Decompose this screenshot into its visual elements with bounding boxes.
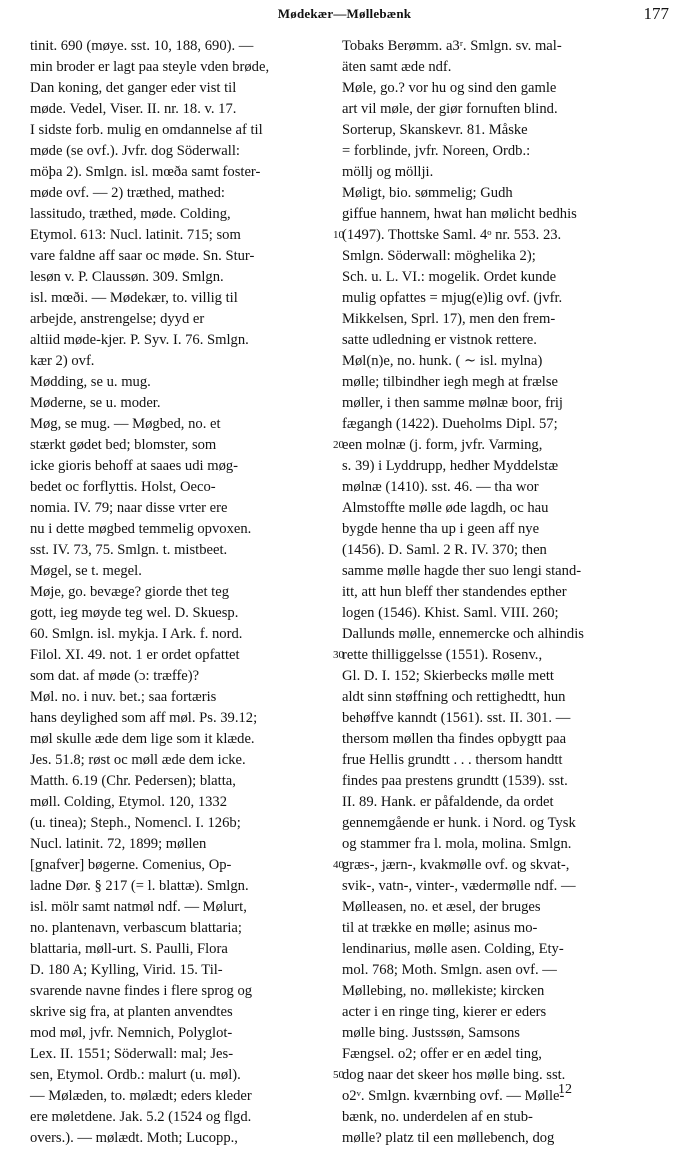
margin-line-number: 40 <box>333 859 344 871</box>
text-line: gennemgående er hunk. i Nord. og Tysk <box>342 815 576 831</box>
margin-line-number: 20 <box>333 439 344 451</box>
text-line: til at trække en mølle; asinus mo- <box>342 920 538 936</box>
text-line: no. plantenavn, verbascum blattaria; <box>30 920 242 936</box>
text-line: Matth. 6.19 (Chr. Pedersen); blatta, <box>30 773 236 789</box>
text-line: skrive sig fra, at planten anvendtes <box>30 1004 233 1020</box>
text-line: Sch. u. L. VI.: mogelik. Ordet kunde <box>342 269 557 285</box>
text-line: ere møletdene. Jak. 5.2 (1524 og flgd. <box>30 1109 252 1125</box>
text-line: mølle bing. Justssøn, Samsons <box>342 1025 520 1041</box>
margin-line-number: 50 <box>333 1069 344 1081</box>
text-line: møde. Vedel, Viser. II. nr. 18. v. 17. <box>30 101 237 117</box>
margin-line-number: 10 <box>333 229 344 241</box>
text-line: Sorterup, Skanskevr. 81. Måske <box>342 122 528 138</box>
text-line: møll. Colding, Etymol. 120, 1332 <box>30 794 228 810</box>
text-line: gott, ieg møyde teg wel. D. Skuesp. <box>30 605 239 621</box>
text-line: ladne Dør. § 217 (= l. blattæ). Smlgn. <box>30 878 249 894</box>
text-line: isl. mœði. — Mødekær, to. villig til <box>30 290 238 306</box>
text-line: vare faldne aff saar oc møde. Sn. Stur- <box>30 248 255 264</box>
text-line: kær 2) ovf. <box>30 353 95 369</box>
text-line: som dat. af møde (ɔ: træffe)? <box>30 668 200 684</box>
text-line: mølle; tilbindher iegh megh at frælse <box>342 374 559 390</box>
text-line: Etymol. 613: Nucl. latinit. 715; som <box>30 227 241 243</box>
header-title: Mødekær—Møllebænk <box>277 6 412 21</box>
text-line: (1456). D. Saml. 2 R. IV. 370; then <box>342 542 547 558</box>
text-line: bedet oc forflyttis. Holst, Oeco- <box>30 479 216 495</box>
text-line: bygde henne tha up i geen aff nye <box>342 521 540 537</box>
text-line: acter i en ringe ting, kierer er eders <box>342 1004 547 1020</box>
text-line: Møg, se mug. — Møgbed, no. et <box>30 416 221 432</box>
text-line: tinit. 690 (møye. sst. 10, 188, 690). — <box>30 38 254 54</box>
text-line: nu i dette møgbed temmelig opvoxen. <box>30 521 252 537</box>
margin-line-number: 30 <box>333 649 344 661</box>
text-line: græs-, jærn-, kvakmølle ovf. og skvat-, <box>342 857 570 873</box>
text-line: Møle, go.? vor hu og sind den gamle <box>342 80 557 96</box>
text-line: Gl. D. I. 152; Skierbecks mølle mett <box>342 668 554 684</box>
running-header <box>0 4 689 26</box>
text-line: svik-, vatn-, vinter-, vædermølle ndf. — <box>342 878 576 894</box>
text-line: thersom møllen tha findes opbygtt paa <box>342 731 567 747</box>
text-line: altiid møde-kjer. P. Syv. I. 76. Smlgn. <box>30 332 249 348</box>
text-line: Møligt, bio. sømmelig; Gudh <box>342 185 513 201</box>
text-line: møl skulle æde dem lige som it klæde. <box>30 731 255 747</box>
text-line: findes paa prestens grundtt (1539). sst. <box>342 773 568 789</box>
text-line: mulig opfattes = mjug(e)lig ovf. (jvfr. <box>342 290 563 306</box>
text-line: Møje, go. bevæge? giorde thet teg <box>30 584 229 600</box>
text-line: Smlgn. Söderwall: möghelika 2); <box>342 248 536 264</box>
text-line: lesøn v. P. Claussøn. 309. Smlgn. <box>30 269 224 285</box>
text-line: satte udledning er vistnok rettere. <box>342 332 537 348</box>
text-line: overs.). — mølædt. Moth; Lucopp., <box>30 1130 238 1146</box>
text-line: Mikkelsen, Sprl. 17), men den frem- <box>342 311 556 327</box>
text-line: isl. mölr samt natmøl ndf. — Mølurt, <box>30 899 247 915</box>
text-line: Møl(n)e, no. hunk. ( ∼ isl. mylna) <box>342 353 543 369</box>
text-line: frue Hellis grundtt . . . thersom handtt <box>342 752 563 768</box>
text-line: stærkt gødet bed; blomster, som <box>30 437 217 453</box>
text-line: møde (se ovf.). Jvfr. dog Söderwall: <box>30 143 240 159</box>
text-line: I sidste forb. mulig en omdannelse af til <box>30 122 263 138</box>
text-line: arbejde, anstrengelse; dyyd er <box>30 311 205 327</box>
text-line: möþa 2). Smlgn. isl. mœða samt foster- <box>30 164 261 180</box>
text-line: äten samt æde ndf. <box>342 59 452 75</box>
right-column <box>342 36 668 1149</box>
text-line: möllj og möllji. <box>342 164 434 180</box>
text-line: Møllebing, no. møllekiste; kircken <box>342 983 545 999</box>
text-line: = forblinde, jvfr. Noreen, Ordb.: <box>342 143 531 159</box>
text-line: aldt sinn støffning och rettighedtt, hun <box>342 689 566 705</box>
page-number: 177 <box>643 4 669 23</box>
text-line: Nucl. latinit. 72, 1899; møllen <box>30 836 207 852</box>
text-line: møller, i then samme mølnæ boor, frij <box>342 395 563 411</box>
text-line: lendinarius, mølle asen. Colding, Ety- <box>342 941 564 957</box>
text-line: o2ᵛ. Smlgn. kværnbing ovf. — Mølle- <box>342 1088 565 1104</box>
text-line: Filol. XI. 49. not. 1 er ordet opfattet <box>30 647 240 663</box>
text-line: s. 39) i Lyddrupp, hedher Myddelstæ <box>342 458 559 474</box>
text-line: behøffve kanndt (1561). sst. II. 301. — <box>342 710 571 726</box>
text-line: nomia. IV. 79; naar disse vrter ere <box>30 500 228 516</box>
text-line: II. 89. Hank. er påfaldende, da ordet <box>342 794 554 810</box>
text-line: sen, Etymol. Ordb.: malurt (u. møl). <box>30 1067 241 1083</box>
text-line: 60. Smlgn. isl. mykja. I Ark. f. nord. <box>30 626 243 642</box>
text-line: mølnæ (1410). sst. 46. — tha wor <box>342 479 539 495</box>
text-line: giffue hannem, hwat han mølicht bedhis <box>342 206 577 222</box>
text-line: (u. tinea); Steph., Nomencl. I. 126b; <box>30 815 241 831</box>
text-line: itt, att hun bleff ther standendes epther <box>342 584 567 600</box>
text-line: Møgel, se t. megel. <box>30 563 142 579</box>
text-line: logen (1546). Khist. Saml. VIII. 260; <box>342 605 559 621</box>
text-line: lassitudo, træthed, møde. Colding, <box>30 206 231 222</box>
text-line: Tobaks Berømm. a3ʳ. Smlgn. sv. mal- <box>342 38 562 54</box>
text-line: hans deylighed som aff møl. Ps. 39.12; <box>30 710 258 726</box>
text-line: mølle? platz til een møllebench, dog <box>342 1130 555 1146</box>
text-line: mol. 768; Moth. Smlgn. asen ovf. — <box>342 962 557 978</box>
text-line: Møl. no. i nuv. bet.; saa fortæris <box>30 689 217 705</box>
text-line: sst. IV. 73, 75. Smlgn. t. mistbeet. <box>30 542 228 558</box>
text-line: Fængsel. o2; offer er en ædel ting, <box>342 1046 542 1062</box>
text-line: Jes. 51.8; røst oc møll æde dem icke. <box>30 752 246 768</box>
text-line: rette thilliggelsse (1551). Rosenv., <box>342 647 543 663</box>
left-column <box>30 36 330 1149</box>
signature-mark: 12 <box>558 1082 572 1097</box>
text-line: Lex. II. 1551; Söderwall: mal; Jes- <box>30 1046 234 1062</box>
text-line: Møderne, se u. moder. <box>30 395 161 411</box>
text-line: dog naar det skeer hos mølle bing. sst. <box>342 1067 566 1083</box>
text-line: D. 180 A; Kylling, Virid. 15. Til- <box>30 962 223 978</box>
text-line: fægangh (1422). Dueholms Dipl. 57; <box>342 416 558 432</box>
text-line: blattaria, møll-urt. S. Paulli, Flora <box>30 941 228 957</box>
text-line: møde ovf. — 2) træthed, mathed: <box>30 185 225 201</box>
text-line: icke gioris behoff at saaes udi møg- <box>30 458 239 474</box>
text-line: samme mølle hagde ther suo lengi stand- <box>342 563 582 579</box>
text-line: min broder er lagt paa steyle vden brøde, <box>30 59 270 75</box>
text-line: bænk, no. underdelen af en stub- <box>342 1109 533 1125</box>
text-line: og stammer fra l. mola, molina. Smlgn. <box>342 836 572 852</box>
text-line: Mødding, se u. mug. <box>30 374 151 390</box>
text-line: een molnæ (j. form, jvfr. Varming, <box>342 437 543 453</box>
text-line: Almstoffte mølle øde lagdh, oc hau <box>342 500 549 516</box>
text-line: [gnafver] bøgerne. Comenius, Op- <box>30 857 232 873</box>
text-line: Dallunds mølle, ennemercke och alhindis <box>342 626 584 642</box>
text-line: Mølleasen, no. et æsel, der bruges <box>342 899 541 915</box>
column-gutter <box>336 36 337 1066</box>
text-line: art vil møle, der giør fornuften blind. <box>342 101 558 117</box>
text-line: (1497). Thottske Saml. 4ᵒ nr. 553. 23. <box>342 227 562 243</box>
text-line: Dan koning, det ganger eder vist til <box>30 80 237 96</box>
text-line: mod møl, jvfr. Nemnich, Polyglot- <box>30 1025 233 1041</box>
text-line: svarende navne findes i flere sprog og <box>30 983 253 999</box>
text-line: — Mølæden, to. mølædt; eders kleder <box>30 1088 252 1104</box>
